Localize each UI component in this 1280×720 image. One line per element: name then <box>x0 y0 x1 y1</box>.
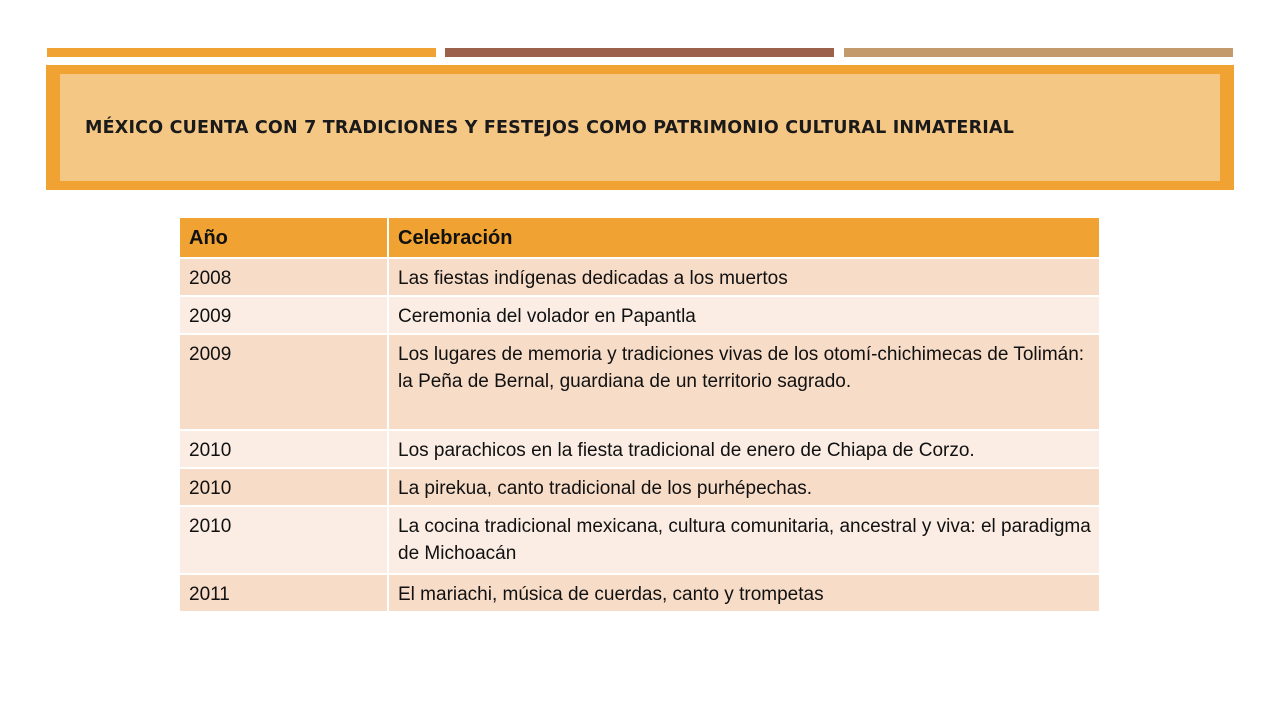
table-row <box>180 430 1100 468</box>
table-row <box>180 574 1100 612</box>
cell-celebration: La pirekua, canto tradicional de los purhépechas. <box>388 468 1100 506</box>
cell-year: 2010 <box>180 506 388 574</box>
cell-celebration: La cocina tradicional mexicana, cultura comunitaria, ancestral y viva: el paradigma de Michoacán <box>388 506 1100 574</box>
heritage-table <box>180 218 1101 613</box>
cell-celebration: El mariachi, música de cuerdas, canto y trompetas <box>388 574 1100 612</box>
decorative-bar-tan <box>844 48 1233 57</box>
table-header-row <box>180 218 1100 258</box>
table-row <box>180 334 1100 430</box>
cell-celebration: Los parachicos en la fiesta tradicional de enero de Chiapa de Corzo. <box>388 430 1100 468</box>
table-row <box>180 468 1100 506</box>
title-banner-inner <box>60 74 1220 181</box>
decorative-bar-orange <box>47 48 436 57</box>
cell-celebration: Ceremonia del volador en Papantla <box>388 296 1100 334</box>
table-row <box>180 296 1100 334</box>
cell-year: 2009 <box>180 296 388 334</box>
title-banner <box>46 65 1234 190</box>
header-celebration: Celebración <box>388 218 1100 258</box>
table-row <box>180 506 1100 574</box>
cell-year: 2008 <box>180 258 388 296</box>
slide-title: MÉXICO CUENTA CON 7 TRADICIONES Y FESTEJOS COMO PATRIMONIO CULTURAL INMATERIAL <box>85 117 1015 138</box>
cell-year: 2010 <box>180 430 388 468</box>
cell-celebration: Los lugares de memoria y tradiciones vivas de los otomí-chichimecas de Tolimán: la Peña de Bernal, guardiana de un territorio sagrado. <box>388 334 1100 430</box>
table-row <box>180 258 1100 296</box>
cell-year: 2011 <box>180 574 388 612</box>
header-year: Año <box>180 218 388 258</box>
decorative-bar-brown <box>445 48 834 57</box>
cell-celebration: Las fiestas indígenas dedicadas a los muertos <box>388 258 1100 296</box>
cell-year: 2009 <box>180 334 388 430</box>
cell-year: 2010 <box>180 468 388 506</box>
